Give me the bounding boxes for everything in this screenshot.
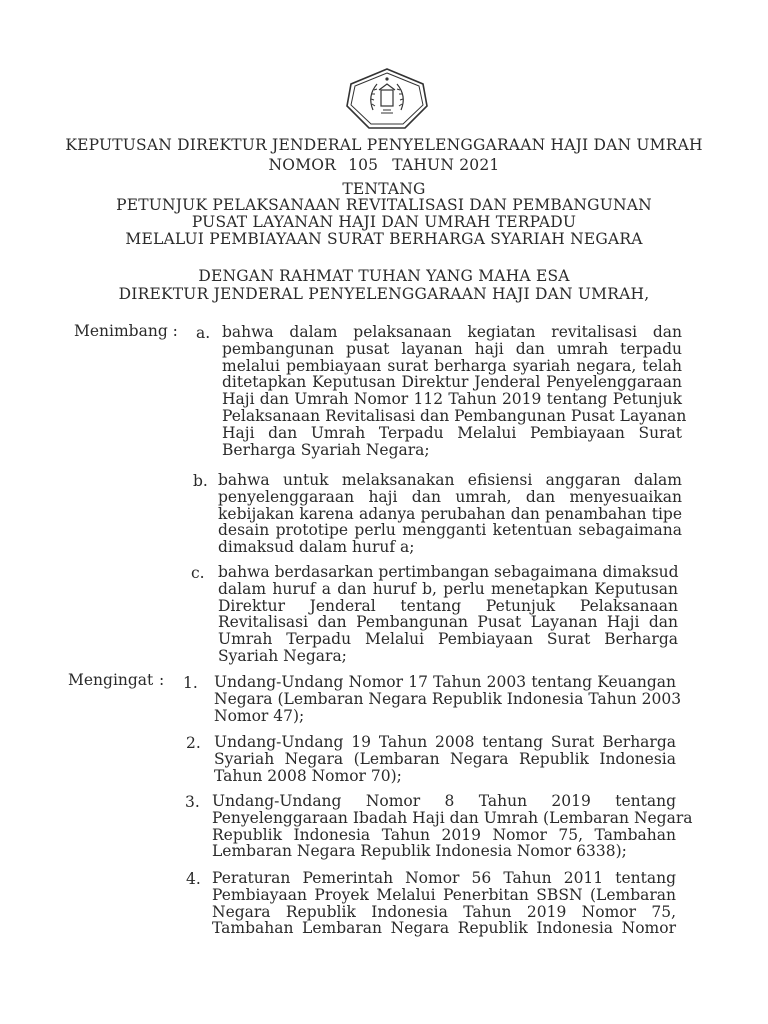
text-line: ditetapkan Keputusan Direktur Jenderal Penyelenggaraan — [222, 373, 682, 392]
mengingat-colon: : — [159, 671, 165, 689]
nomor-value: 105 — [348, 156, 379, 174]
menimbang-item-a — [222, 323, 687, 459]
text-line: bahwa untuk melaksanakan efisiensi anggaran dalam — [218, 471, 682, 489]
text-line: Pelaksanaan Revitalisasi dan Pembangunan Pusat Layanan — [222, 406, 687, 425]
mengingat-marker-4: 4. — [186, 870, 201, 888]
rahmat-line-2: DIREKTUR JENDERAL PENYELENGGARAAN HAJI DAN UMRAH, — [118, 285, 650, 303]
text-line: Syariah Negara (Lembaran Negara Republik Indonesia — [214, 749, 676, 768]
mengingat-item-2 — [214, 734, 676, 784]
text-line: melalui pembiayaan surat berharga syariah negara, telah — [222, 356, 682, 375]
text-line: Umrah Terpadu Melalui Pembiayaan Surat Berharga — [218, 630, 678, 649]
text-line: Haji dan Umrah Terpadu Melalui Pembiayaan Surat — [222, 423, 682, 442]
mengingat-item-4 — [212, 870, 676, 937]
menimbang-marker-a: a. — [196, 324, 211, 342]
mengingat-marker-1: 1. — [183, 674, 198, 692]
menimbang-item-c — [218, 564, 678, 665]
decree-title: KEPUTUSAN DIREKTUR JENDERAL PENYELENGGARAAN HAJI DAN UMRAH — [65, 136, 703, 154]
text-line: Penyelenggaraan Ibadah Haji dan Umrah (Lembaran Negara — [212, 808, 693, 827]
text-line: dimaksud dalam huruf a; — [218, 538, 415, 557]
text-line: penyelenggaraan haji dan umrah, dan menyesuaikan — [218, 487, 682, 506]
text-line: kebijakan karena adanya perubahan dan penambahan tipe — [218, 504, 682, 523]
subject-line-3: MELALUI PEMBIAYAAN SURAT BERHARGA SYARIAH NEGARA — [125, 230, 643, 248]
text-line: Haji dan Umrah Nomor 112 Tahun 2019 tentang Petunjuk — [222, 390, 682, 409]
text-line: desain prototipe perlu mengganti ketentuan sebagaimana — [218, 521, 682, 540]
text-line: Berharga Syariah Negara; — [222, 440, 430, 459]
text-line: Nomor 47); — [214, 706, 305, 725]
rahmat-line-1: DENGAN RAHMAT TUHAN YANG MAHA ESA — [198, 267, 570, 285]
text-line: bahwa dalam pelaksanaan kegiatan revitalisasi dan — [222, 323, 682, 341]
text-line: Lembaran Negara Republik Indonesia Nomor 6338); — [212, 842, 627, 861]
text-line: Negara Republik Indonesia Tahun 2019 Nomor 75, — [212, 902, 676, 921]
text-line: Undang-Undang 19 Tahun 2008 tentang Surat Berharga — [214, 733, 676, 751]
text-line: bahwa berdasarkan pertimbangan sebagaimana dimaksud — [218, 563, 679, 581]
text-line: Pembiayaan Proyek Melalui Penerbitan SBSN (Lembaran — [212, 885, 676, 904]
menimbang-marker-c: c. — [191, 564, 205, 582]
decree-number — [60, 156, 708, 174]
text-line: Tambahan Lembaran Negara Republik Indonesia Nomor — [212, 919, 676, 938]
mengingat-item-1 — [214, 673, 682, 725]
menimbang-marker-b: b. — [193, 472, 208, 490]
text-line: Undang-Undang Nomor 8 Tahun 2019 tentang — [212, 792, 676, 810]
nomor-label: NOMOR — [268, 156, 337, 174]
subject-line-1: PETUNJUK PELAKSANAAN REVITALISASI DAN PEMBANGUNAN — [116, 196, 652, 214]
text-line: Syariah Negara; — [218, 646, 347, 665]
text-line: Revitalisasi dan Pembangunan Pusat Layanan Haji dan — [218, 613, 678, 632]
subject-line-2: PUSAT LAYANAN HAJI DAN UMRAH TERPADU — [191, 213, 577, 231]
mengingat-marker-3: 3. — [185, 793, 200, 811]
ministry-emblem-icon — [343, 66, 431, 132]
tahun-label: TAHUN 2021 — [392, 156, 500, 174]
text-line: Peraturan Pemerintah Nomor 56 Tahun 2011 tentang — [212, 869, 676, 887]
menimbang-item-b — [218, 472, 682, 556]
text-line: dalam huruf a dan huruf b, perlu menetapkan Keputusan — [218, 579, 678, 598]
text-line: Negara (Lembaran Negara Republik Indonesia Tahun 2003 — [214, 689, 682, 708]
menimbang-label: Menimbang : — [74, 322, 178, 340]
mengingat-marker-2: 2. — [186, 734, 201, 752]
mengingat-item-3 — [212, 792, 693, 861]
text-line: Republik Indonesia Tahun 2019 Nomor 75, Tambahan — [212, 825, 676, 844]
text-line: Tahun 2008 Nomor 70); — [214, 766, 402, 785]
text-line: pembangunan pusat layanan haji dan umrah terpadu — [222, 339, 682, 358]
mengingat-label: Mengingat — [68, 671, 154, 689]
tentang-heading: TENTANG — [342, 180, 426, 198]
text-line: Undang-Undang Nomor 17 Tahun 2003 tentang Keuangan — [214, 673, 676, 691]
text-line: Direktur Jenderal tentang Petunjuk Pelaksanaan — [218, 596, 678, 615]
